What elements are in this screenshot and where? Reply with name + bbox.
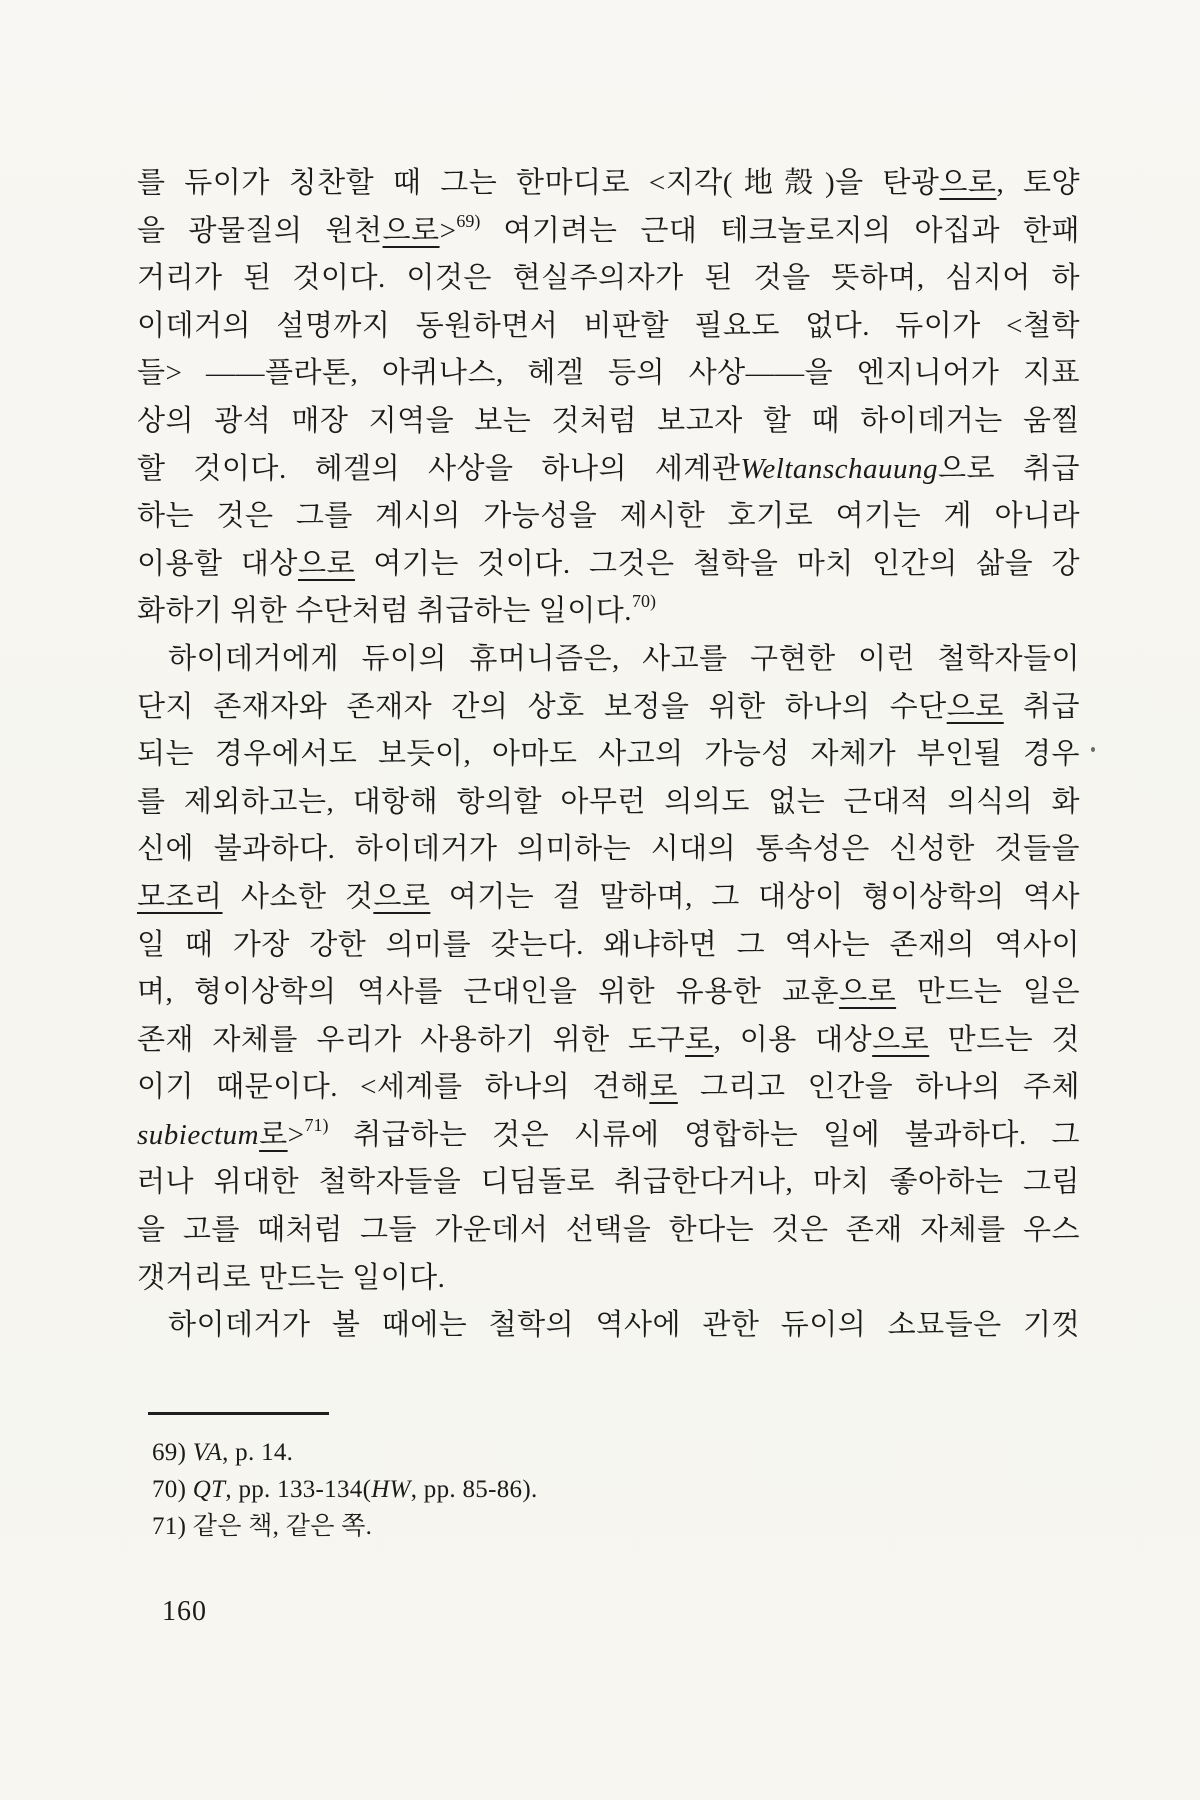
text-segment: , p. 14. [222,1439,294,1466]
footnotes [152,1434,972,1545]
text-segment: 하는 것은 그를 계시의 가능성을 제시한 호기로 여기는 게 아니라 [137,500,1080,533]
text-line [137,1207,1080,1255]
text-segment: 를 제외하고는, 대항해 항의할 아무런 의의도 없는 근대적 의식의 화 [137,785,1080,818]
text-segment: 으로 취급 [938,452,1080,485]
footnote-ref: 69) [456,210,481,231]
text-line [137,779,1080,827]
text-line [137,350,1080,398]
text-segment: 이용할 대상 [137,547,298,580]
text-segment: 만드는 일은 [896,976,1081,1009]
text-segment: > [439,214,457,247]
text-segment: 여기려는 근대 테크놀로지의 아집과 한패 [480,214,1080,247]
text-segment: 으로 [373,880,431,913]
text-segment: 그리고 인간을 하나의 주체 [677,1071,1080,1104]
footnote [152,1434,972,1471]
footnote-ref: 71) [304,1114,329,1135]
text-segment: Weltanschauung [740,452,939,485]
text-line [137,398,1080,446]
text-line [137,493,1080,541]
text-line [137,731,1080,779]
text-line [137,303,1080,351]
footnote [152,1508,972,1545]
text-segment: 갯거리로 만드는 일이다. [137,1261,446,1294]
text-line [137,684,1080,732]
text-segment: 취급 [1003,690,1080,723]
text-line [137,1255,1080,1303]
body-text [137,160,1080,1350]
text-line [137,874,1080,922]
text-line [137,1302,1080,1350]
text-segment: 사소한 것 [222,880,374,913]
text-segment: 로 [259,1118,288,1151]
text-segment: 상의 광석 매장 지역을 보는 것처럼 보고자 할 때 하이데거는 움찔 [137,404,1080,437]
text-segment: 으로 [839,976,897,1009]
text-segment: 되는 경우에서도 보듯이, 아마도 사고의 가능성 자체가 부인될 경우 [137,738,1080,771]
text-segment: 을 고를 때처럼 그들 가운데서 선택을 한다는 것은 존재 자체를 우스 [137,1214,1080,1247]
text-line [137,541,1080,589]
text-segment: > [287,1118,305,1151]
text-segment: 며, 형이상학의 역사를 근대인을 위한 유용한 교훈 [137,976,840,1009]
text-line [137,1017,1080,1065]
text-segment: 를 듀이가 칭찬할 때 그는 한마디로 <지각(地殼)을 탄광 [137,167,940,199]
text-line [137,1112,1080,1160]
text-segment: 신에 불과하다. 하이데거가 의미하는 시대의 통속성은 신성한 것들을 [137,833,1080,866]
text-segment: 러나 위대한 철학자들을 디딤돌로 취급한다거나, 마치 좋아하는 그림 [137,1166,1080,1199]
text-segment: subiectum [137,1118,260,1151]
text-segment: 거리가 된 것이다. 이것은 현실주의자가 된 것을 뜻하며, 심지어 하 [137,262,1080,295]
text-segment: 으로 [946,690,1004,723]
text-segment: 69) [152,1439,193,1466]
text-line [137,826,1080,874]
text-segment: 70) [152,1476,193,1503]
text-segment: , 토양 [996,167,1081,199]
text-segment: 71) 같은 책, 같은 쪽. [152,1513,373,1540]
text-segment: 으로 [297,547,355,580]
text-segment: 이데거의 설명까지 동원하면서 비판할 필요도 없다. 듀이가 <철학 [137,309,1080,342]
footnote [152,1471,972,1508]
scan-speck [1091,747,1095,752]
text-segment: , pp. 133-134( [225,1476,372,1503]
text-segment: 일 때 가장 강한 의미를 갖는다. 왜냐하면 그 역사는 존재의 역사이 [137,928,1080,961]
text-line [137,1159,1080,1207]
text-segment: 로 [685,1023,714,1056]
text-segment: 할 것이다. 헤겔의 사상을 하나의 세계관 [137,452,741,485]
text-segment: 으로 [939,167,997,199]
text-segment: , 이용 대상 [713,1023,873,1056]
text-line [137,636,1080,684]
footnote-ref: 70) [631,591,656,612]
text-segment: VA [192,1439,223,1466]
text-segment: 으로 [872,1023,930,1056]
text-segment: 이기 때문이다. <세계를 하나의 견해 [137,1071,650,1104]
text-segment: 여기는 것이다. 그것은 철학을 마치 인간의 삶을 강 [354,547,1081,580]
text-segment: 으로 [382,214,440,247]
text-segment: 만드는 것 [929,1023,1081,1056]
text-line [137,922,1080,970]
text-segment: 로 [649,1071,678,1104]
text-segment: HW [371,1476,411,1503]
text-segment: QT [192,1476,226,1503]
text-line [137,1064,1080,1112]
text-segment: 존재 자체를 우리가 사용하기 위한 도구 [137,1023,686,1056]
text-line [137,969,1080,1017]
text-segment: 들> ——플라톤, 아퀴나스, 헤겔 등의 사상——을 엔지니어가 지표 [137,357,1080,390]
text-segment: 여기는 걸 말하며, 그 대상이 형이상학의 역사 [430,880,1080,913]
footnote-separator [148,1412,329,1415]
page-number: 160 [162,1596,207,1627]
text-segment: 을 광물질의 원천 [137,214,383,247]
text-segment: 화하기 위한 수단처럼 취급하는 일이다. [137,595,632,628]
text-line [137,255,1080,303]
text-segment: 단지 존재자와 존재자 간의 상호 보정을 위한 하나의 수단 [137,690,947,723]
text-line [137,208,1080,256]
text-segment: , pp. 85-86). [410,1476,538,1503]
text-line [137,588,1080,636]
text-segment: 취급하는 것은 시류에 영합하는 일에 불과하다. 그 [328,1118,1080,1151]
text-line [137,160,1080,208]
text-line [137,446,1080,494]
text-segment: 모조리 [137,880,223,913]
text-segment: 하이데거가 볼 때에는 철학의 역사에 관한 듀이의 소묘들은 기껏 [168,1309,1080,1342]
text-segment: 하이데거에게 듀이의 휴머니즘은, 사고를 구현한 이런 철학자들이 [168,642,1080,675]
